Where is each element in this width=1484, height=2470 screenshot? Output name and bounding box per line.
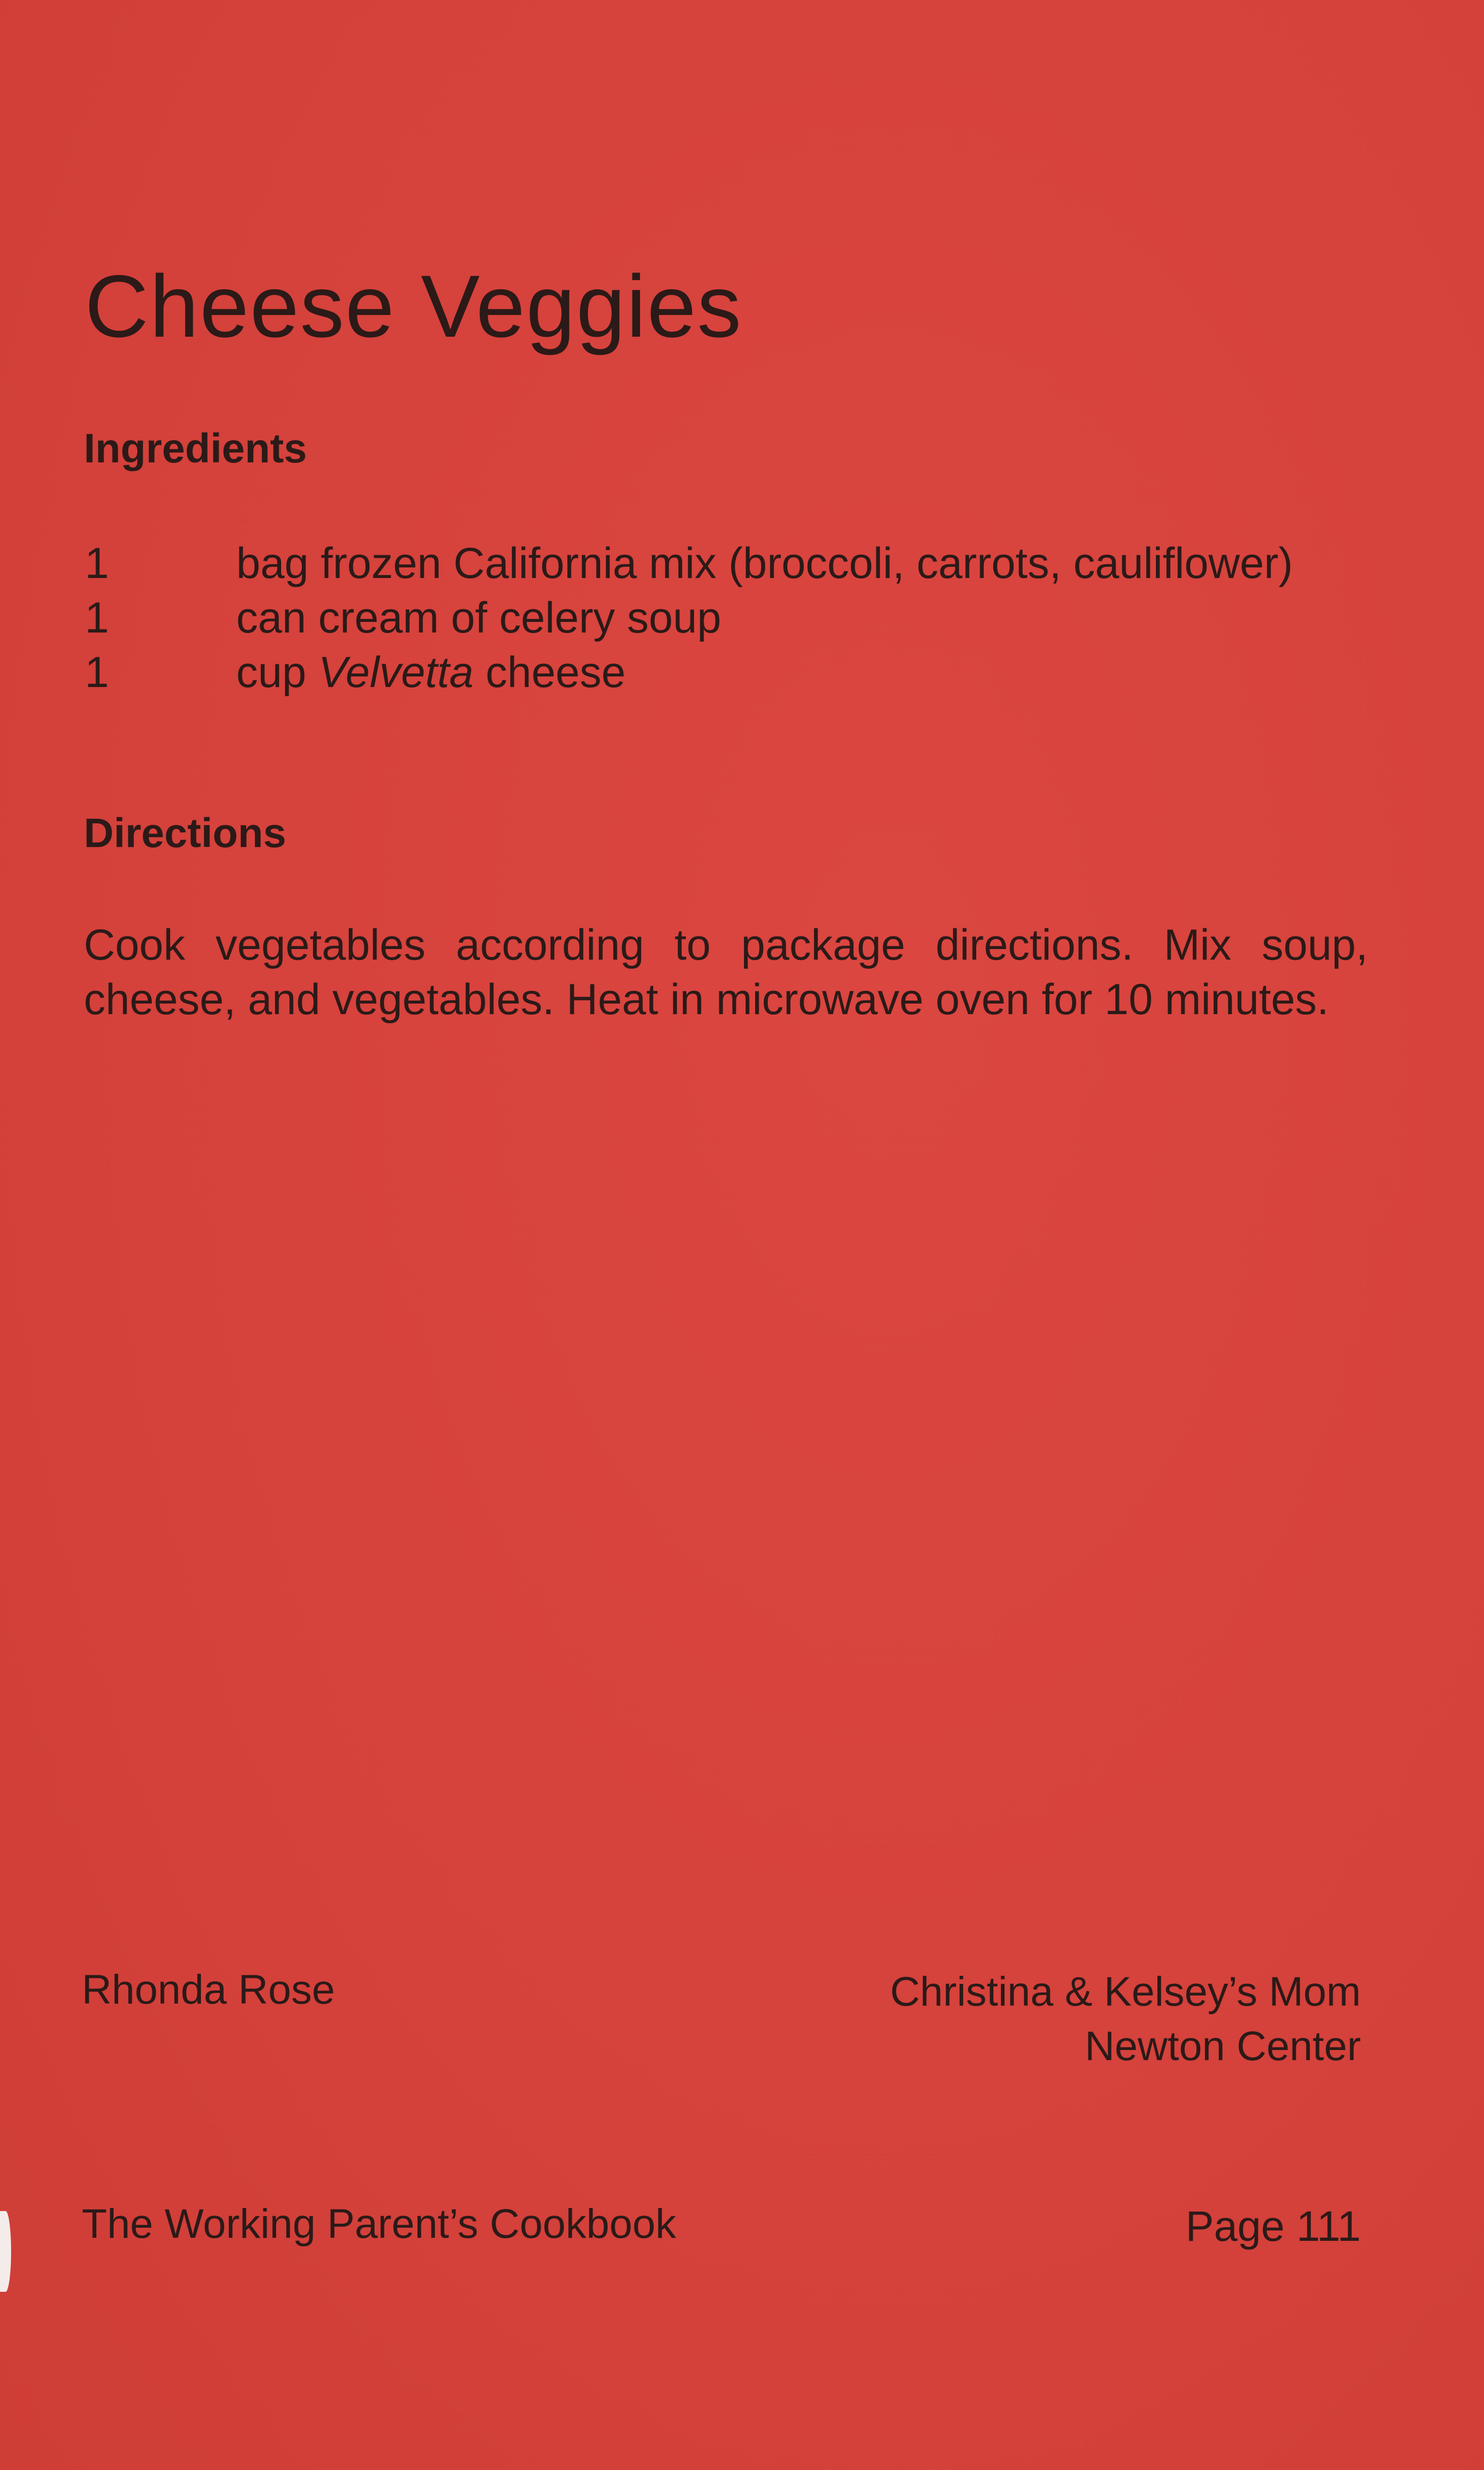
contributor-name: Rhonda Rose xyxy=(82,1967,335,2013)
ingredients-list xyxy=(85,536,1368,700)
paper-edge-tear xyxy=(0,2211,11,2292)
ingredient-description: cup Velvetta cheese xyxy=(236,648,626,697)
ingredient-item xyxy=(85,645,1368,700)
ingredient-quantity: 1 xyxy=(85,648,109,697)
book-title: The Working Parent’s Cookbook xyxy=(82,2201,676,2247)
ingredient-quantity: 1 xyxy=(85,594,109,642)
contributor-location: Newton Center xyxy=(1085,2023,1361,2069)
contributor-info xyxy=(890,1965,1361,2074)
directions-heading: Directions xyxy=(84,810,286,856)
ingredient-item xyxy=(85,591,1368,645)
contributor-relation: Christina & Kelsey’s Mom xyxy=(890,1969,1361,2015)
ingredient-description: bag frozen California mix (broccoli, carrots, cauliflower) xyxy=(236,539,1293,588)
ingredient-item xyxy=(85,536,1368,591)
ingredient-quantity: 1 xyxy=(85,539,109,588)
brand-name: Velvetta xyxy=(318,648,474,697)
page-number: Page 111 xyxy=(1185,2202,1361,2250)
directions-text: Cook vegetables according to package directions. Mix soup, cheese, and vegetables. Heat in microwave oven for 10 minutes. xyxy=(84,921,1368,1024)
ingredient-description: can cream of celery soup xyxy=(236,594,721,642)
ingredients-heading: Ingredients xyxy=(84,426,307,471)
recipe-title: Cheese Veggies xyxy=(85,257,743,356)
